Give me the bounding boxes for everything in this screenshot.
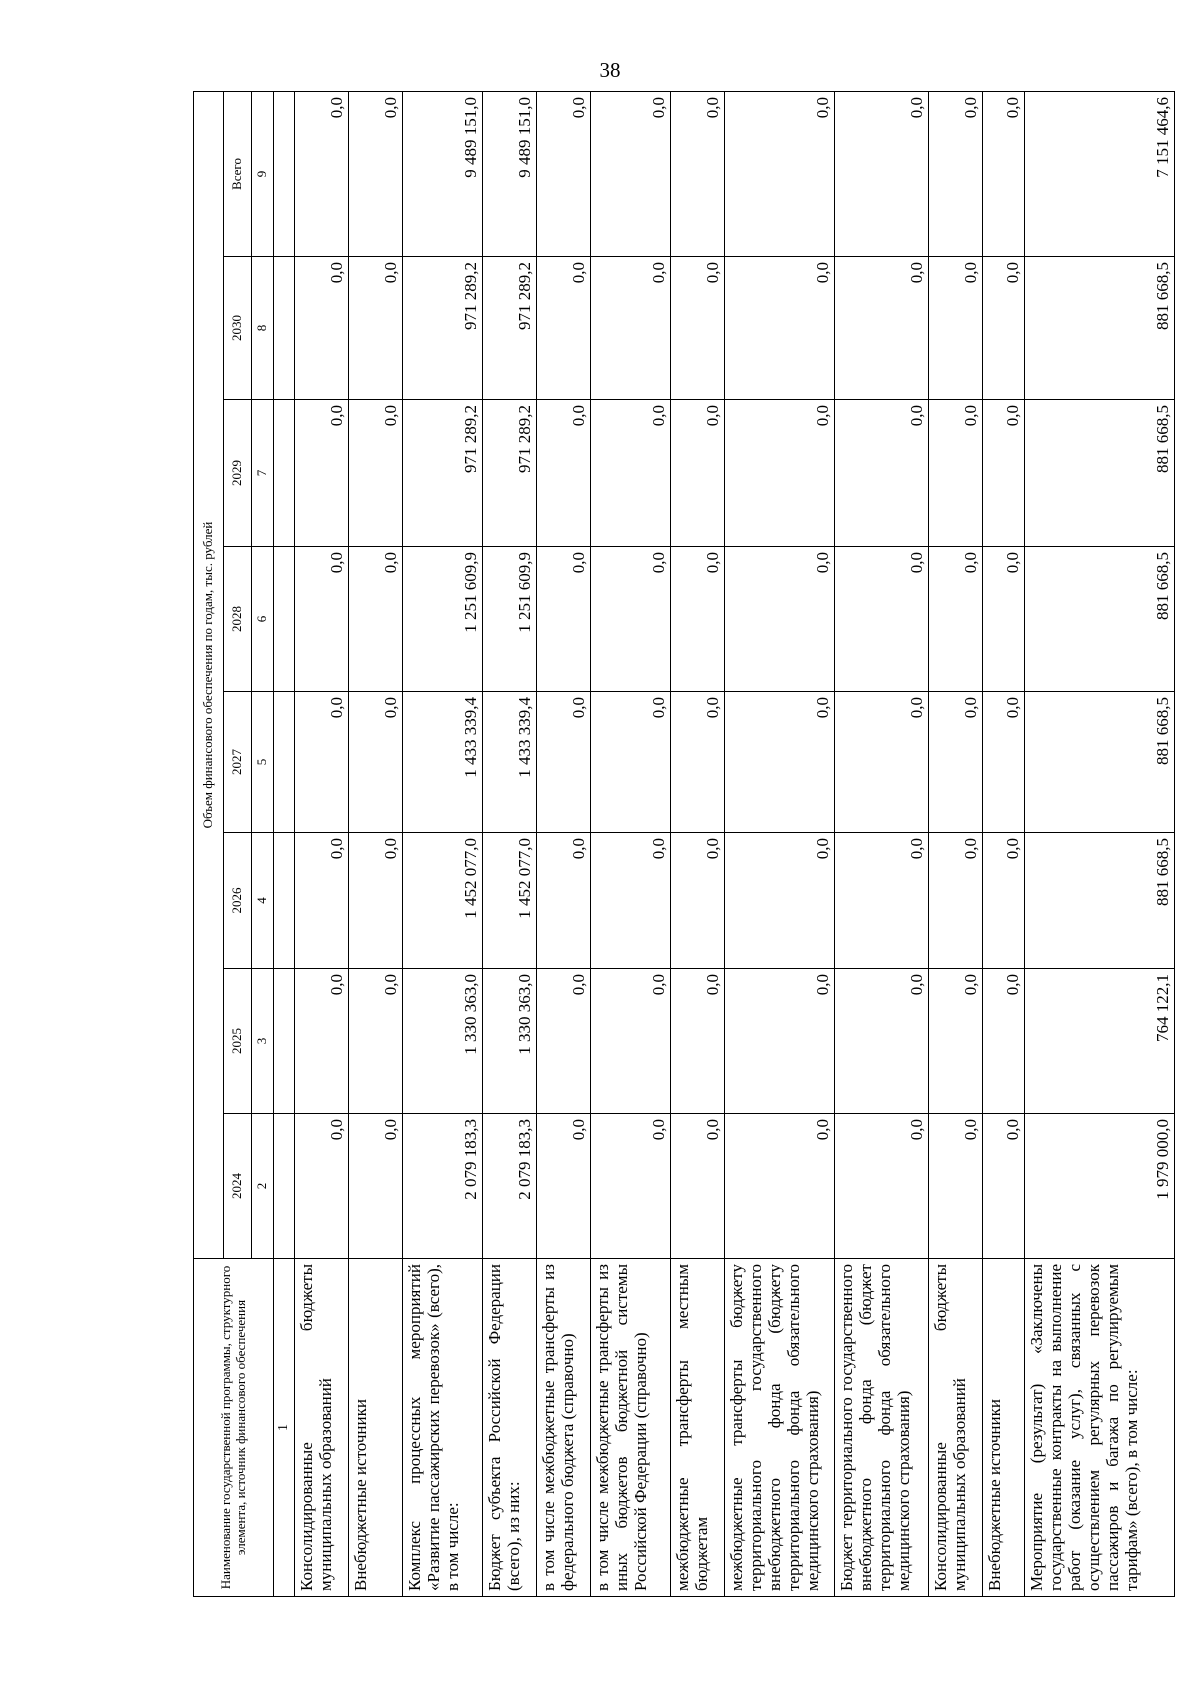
header-name-column: Наименование государственной программы, структурного элемента, источник финансового обеспечения [194,1259,274,1597]
row-value: 0,0 [670,91,724,256]
row-value: 0,0 [982,547,1024,692]
row-value: 881 668,5 [1024,257,1174,400]
row-value: 971 289,2 [402,400,482,547]
row-value: 0,0 [982,257,1024,400]
col-number-7: 7 [252,400,274,547]
row-value: 1 251 609,9 [402,547,482,692]
rotated-table-frame [193,92,1172,1597]
row-value: 0,0 [724,400,834,547]
row-value: 0,0 [294,400,348,547]
row-name: в том числе межбюджетные трансферты из иных бюджетов бюджетной системы Российской Федерации (справочно) [590,1259,670,1597]
col-number-4: 4 [252,833,274,969]
col-number-8: 8 [252,257,274,400]
row-name: Консолидированные бюджеты муниципальных образований [294,1259,348,1597]
row-value: 0,0 [590,257,670,400]
row-value: 0,0 [536,400,590,547]
row-value: 0,0 [536,257,590,400]
row-value: 0,0 [294,91,348,256]
row-value: 0,0 [348,400,402,547]
row-value: 0,0 [536,969,590,1114]
row-value: 0,0 [834,257,928,400]
row-value: 0,0 [928,547,982,692]
row-value: 1 330 363,0 [482,969,536,1114]
table-row [670,91,724,1596]
row-value: 0,0 [928,1114,982,1259]
table-row [536,91,590,1596]
row-value: 0,0 [348,833,402,969]
row-value: 0,0 [928,257,982,400]
row-value: 0,0 [834,91,928,256]
row-value: 0,0 [982,1114,1024,1259]
row-value: 0,0 [670,547,724,692]
header-total: Всего [224,91,252,256]
row-value: 764 122,1 [1024,969,1174,1114]
row-value: 0,0 [348,91,402,256]
col-number-1: 1 [274,1259,295,1597]
table-row [402,91,482,1596]
row-value: 1 330 363,0 [402,969,482,1114]
table-row [928,91,982,1596]
header-year-2024: 2024 [224,1114,252,1259]
row-value: 0,0 [590,91,670,256]
row-value: 1 433 339,4 [402,692,482,833]
row-value: 0,0 [536,833,590,969]
col-number-9: 9 [252,91,274,256]
row-value: 0,0 [982,969,1024,1114]
table-row [348,91,402,1596]
row-value: 0,0 [928,692,982,833]
header-year-2025: 2025 [224,969,252,1114]
table-row [1024,91,1174,1596]
row-value: 0,0 [536,547,590,692]
row-value: 0,0 [294,257,348,400]
row-value: 0,0 [834,833,928,969]
row-value: 0,0 [670,692,724,833]
header-year-2028: 2028 [224,547,252,692]
row-value: 0,0 [982,91,1024,256]
row-value: 0,0 [670,1114,724,1259]
row-value: 0,0 [670,833,724,969]
row-value: 1 251 609,9 [482,547,536,692]
table-row [590,91,670,1596]
col-number-2: 2 [252,1114,274,1259]
table-row [294,91,348,1596]
row-value: 0,0 [348,692,402,833]
row-value: 0,0 [982,692,1024,833]
row-value: 0,0 [724,969,834,1114]
row-value: 0,0 [348,547,402,692]
table-row [834,91,928,1596]
row-value: 0,0 [348,969,402,1114]
row-value: 0,0 [928,969,982,1114]
row-name: Бюджет субъекта Российской Федерации (всего), из них: [482,1259,536,1597]
row-value: 971 289,2 [482,257,536,400]
row-value: 0,0 [294,833,348,969]
row-name: Комплекс процессных мероприятий «Развитие пассажирских перевозок» (всего), в том числе: [402,1259,482,1597]
row-value: 7 151 464,6 [1024,91,1174,256]
row-value: 0,0 [590,1114,670,1259]
row-value: 1 433 339,4 [482,692,536,833]
row-value: 1 452 077,0 [482,833,536,969]
row-value: 0,0 [928,833,982,969]
row-value: 1 452 077,0 [402,833,482,969]
row-value: 2 079 183,3 [482,1114,536,1259]
row-value: 0,0 [590,969,670,1114]
table-row [982,91,1024,1596]
row-value: 0,0 [294,969,348,1114]
row-value: 971 289,2 [482,400,536,547]
row-value: 1 979 000,0 [1024,1114,1174,1259]
row-value: 0,0 [928,91,982,256]
row-value: 0,0 [590,692,670,833]
row-value: 0,0 [724,833,834,969]
row-name: Внебюджетные источники [982,1259,1024,1597]
row-value: 0,0 [670,969,724,1114]
row-value: 971 289,2 [402,257,482,400]
row-value: 2 079 183,3 [402,1114,482,1259]
row-value: 0,0 [536,692,590,833]
row-value: 0,0 [536,91,590,256]
header-year-2029: 2029 [224,400,252,547]
row-value: 0,0 [834,692,928,833]
table-row [482,91,536,1596]
col-number-6: 6 [252,547,274,692]
row-name: межбюджетные трансферты бюджету территориального государственного внебюджетного фонда (бюджету территориального фонда обязательного медицинского страхования) [724,1259,834,1597]
row-value: 0,0 [724,257,834,400]
row-value: 0,0 [590,547,670,692]
row-value: 0,0 [724,1114,834,1259]
header-volume-group: Объем финансового обеспечения по годам, тыс. рублей [194,91,224,1258]
row-value: 0,0 [724,547,834,692]
row-value: 0,0 [590,833,670,969]
row-name: Внебюджетные источники [348,1259,402,1597]
row-value: 0,0 [670,257,724,400]
row-value: 0,0 [834,969,928,1114]
col-number-5: 5 [252,692,274,833]
row-value: 0,0 [982,833,1024,969]
row-name: Бюджет территориального государственного внебюджетного фонда (бюджет территориального фонда обязательного медицинского страхования) [834,1259,928,1597]
row-value: 9 489 151,0 [482,91,536,256]
row-name: Консолидированные бюджеты муниципальных образований [928,1259,982,1597]
row-value: 0,0 [724,692,834,833]
header-year-2030: 2030 [224,257,252,400]
row-value: 0,0 [294,547,348,692]
col-number-3: 3 [252,969,274,1114]
header-year-2027: 2027 [224,692,252,833]
row-value: 881 668,5 [1024,400,1174,547]
row-value: 0,0 [724,91,834,256]
row-name: межбюджетные трансферты местным бюджетам [670,1259,724,1597]
table-row [724,91,834,1596]
row-value: 0,0 [670,400,724,547]
row-name: Мероприятие (результат) «Заключены государственные контракты на выполнение работ (оказание услуг), связанных с осуществлением регулярных перевозок пассажиров и багажа по регулируемым тарифам» (всего), в том числе: [1024,1259,1174,1597]
row-value: 0,0 [590,400,670,547]
financing-table [193,91,1175,1597]
row-value: 881 668,5 [1024,692,1174,833]
row-value: 0,0 [834,547,928,692]
row-name: в том числе межбюджетные трансферты из федерального бюджета (справочно) [536,1259,590,1597]
row-value: 0,0 [294,692,348,833]
row-value: 0,0 [834,1114,928,1259]
row-value: 9 489 151,0 [402,91,482,256]
header-year-2026: 2026 [224,833,252,969]
row-value: 0,0 [348,257,402,400]
row-value: 0,0 [982,400,1024,547]
row-value: 881 668,5 [1024,547,1174,692]
row-value: 0,0 [348,1114,402,1259]
row-value: 0,0 [536,1114,590,1259]
row-value: 0,0 [834,400,928,547]
row-value: 0,0 [294,1114,348,1259]
row-value: 0,0 [928,400,982,547]
row-value: 881 668,5 [1024,833,1174,969]
page-number: 38 [599,58,621,82]
